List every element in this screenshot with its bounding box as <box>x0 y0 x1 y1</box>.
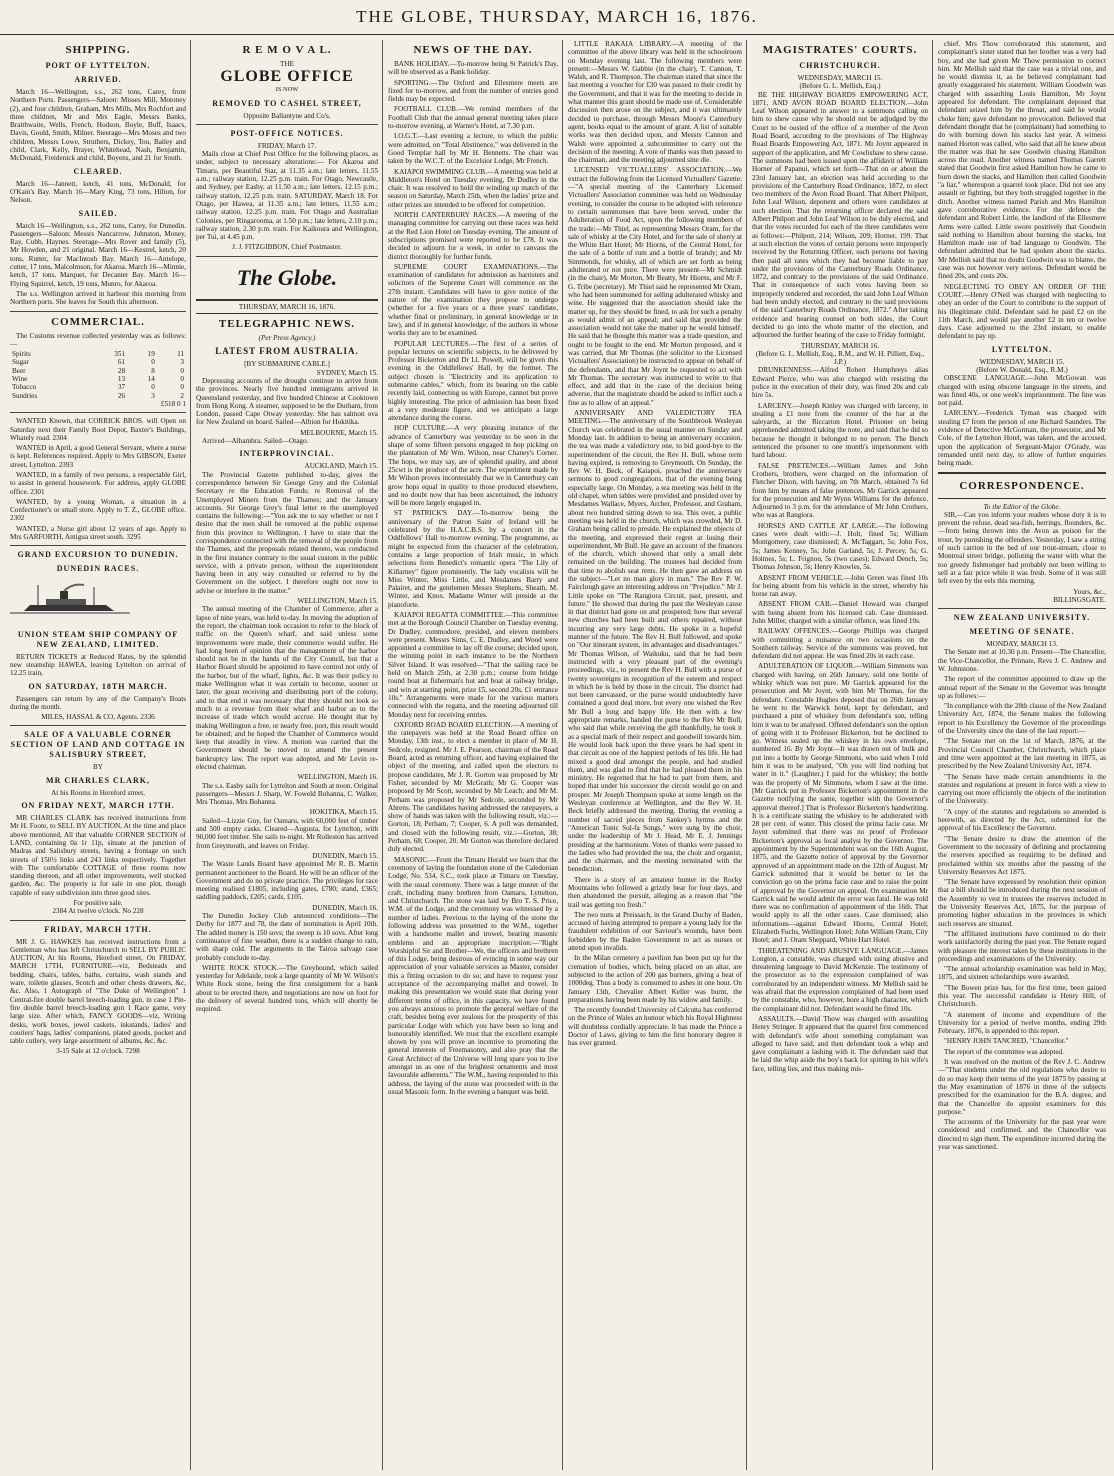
correspondence-heading: CORRESPONDENCE. <box>959 479 1085 492</box>
sale-time: 3-15 Sale at 12 o'clock. 7298 <box>56 1047 140 1056</box>
white-rock-text: WHITE ROCK STOCK.—The Greyhound, which sailed yesterday for Adelaide, took a large quantity of Mr W. Wilson's White Rock stone, being the first consignment for a bank about to be erected there, and negotiations are now on foot for the delivery of several hundred tons, which will shortly be required. <box>196 963 378 1014</box>
column-rule <box>190 40 191 1470</box>
auctioneer-name: MR CHARLES CLARK, <box>46 775 150 785</box>
sale-heading: SALE OF A VALUABLE CORNER SECTION OF LAND AND COTTAGE IN SALISBURY STREET, <box>10 730 186 760</box>
return-note: Passengers can return by any of the Company's Boats during the month. <box>10 694 186 711</box>
courts-heading: MAGISTRATES' COURTS. <box>762 44 918 56</box>
customs-cell: 13 <box>117 375 126 384</box>
senate-paragraph: "The Bowen prize has, for the first time, been gained this year. The successful candidate is Henry Hill, of Christchurch. <box>938 983 1106 1009</box>
press-agency: (Per Press Agency.) <box>258 334 316 343</box>
customs-cell: 3 <box>151 391 155 400</box>
friday-heading: FRIDAY, MARCH 17TH. <box>44 924 152 934</box>
news-paragraph: The two nuns at Preissach, in the Grand Duchy of Baden, accused of having attempted to prepare a young lady for the fraudulent exhibition of our Saviour's wounds, have been forbidden by the Baden Government to act as nurses or attend upon invalids. <box>568 910 742 953</box>
dateline: DUNEDIN, March 15. <box>312 851 378 860</box>
positive-sale: For positive sale. <box>73 899 123 907</box>
customs-cell: 351 <box>114 350 126 359</box>
customs-cell: 28 <box>117 366 126 375</box>
senate-paragraph: The report of the committee was adopted. <box>944 1047 1064 1056</box>
news-paragraph: There is a story of an amateur hunter in the Rocky Mountains who followed a grizzly bear for four days, and then abandoned the pursuit, alleging as a reason that "the trail was getting too fresh." <box>568 875 742 909</box>
court-paragraph: ABSENT FROM VEHICLE.—John Green was fined 10s for being absent from his vehicle in the street, whereby his horse ran away. <box>752 573 928 599</box>
customs-row <box>10 392 186 400</box>
court-paragraph: ADULTERATION OF LIQUOR.—William Simmons was charged with having, on 26th January, sold one bottle of whisky which was not pure. Mr Garrick appeared for the prosecution and Mr Joynt, with him Mr Thomas, for the defendant. Constable Hughes deposed that on 26th January he went to the Warwick hotel, kept by defendant, and purchased a pint of whiskey from defendant's son, telling him it was to be analysed. Offered defendant's son the option of going with it to Professor Bickerton, but he declined to go. Witness sealed up the whiskey in his own envelope, numbered 16. By Mr Joynt—It was drawn out of bulk and put into a bottle by George Simmons, who said when I told him it was to be analysed, "Oh you will find nothing but water in it." (Laughter.) I paid for the whiskey; the bottle was the property of Mr Simmons, whom I saw at the time. [Mr Garrick put in Professor Bickerton's appointment in the Gazette notifying the same, together with the Governor's approval thereof.] That is Professor Bickerton's handwriting. It is a certificate stating the whiskey to be adulterated with 28 per cent. of water. This closed the prima facie case. Mr Joynt submitted that there was no proof of Professor Bickerton's approval as local analyst by the Governor. The appointment by the Superintendent was on the 16th August, 1875, and the Gazette notice of approval by the Governor approved of an appointment made on the 12th of August. Mr Garrick submitted that it would be better to let the conviction go on the prima facie case and to raise the point of approval by the Governor on appeal. On examination Mr Garrick said he would admit the error was fatal. He was told there was no confirmation of appointment of the 16th. That would apply to all the other cases. Case dismissed; also informations—against Edward Hiorns, Central Hotel; Elizabeth Fuchs, Wellington Hotel; John William Oram, City Hotel; and J. Oram Sheppard, White Hart Hotel. <box>752 662 928 945</box>
senate-paragraph: "HENRY JOHN TANCRED, "Chancellor." <box>944 1037 1069 1046</box>
column-notices <box>196 40 378 1470</box>
arrived-heading: ARRIVED. <box>74 75 122 84</box>
commercial-heading: COMMERCIAL. <box>51 315 145 328</box>
university-heading: NEW ZEALAND UNIVERSITY. <box>953 613 1091 623</box>
column-news-cont <box>568 40 742 1470</box>
cable-line: [BY SUBMARINE CABLE.] <box>244 360 330 369</box>
column-courts <box>752 40 928 1470</box>
classified-ad: WANTED, in a family of two persons, a respectable Girl, to assist in general housework. For address, apply GLOBE office. 2301 <box>10 470 186 496</box>
customs-cell: Tobacco <box>12 383 37 392</box>
postmaster: J. J. FITZGIBBON, Chief Postmaster. <box>232 243 342 252</box>
dateline: WELLINGTON, March 16. <box>297 773 378 782</box>
senate-paragraph: The accounts of the University for the past year were considered and confirmed, and the Chancellor was directed to sign them. The expenditure incurred during the year was sanctioned. <box>938 1118 1106 1152</box>
customs-cell: 2 <box>180 391 184 400</box>
races-heading: DUNEDIN RACES. <box>56 564 140 574</box>
opposite-line: Opposite Ballantyne and Co's. <box>243 111 331 120</box>
customs-cell: 0 <box>180 375 184 384</box>
court-paragraph: ABSENT FROM CAB.—Daniel Howard was charged with being absent from his licensed cab. Case dismissed. John Miller, charged with a similar offence, was fined 10s. <box>752 600 928 625</box>
issue-date: THURSDAY, MARCH 16, 1876. <box>196 299 378 314</box>
court-paragraph: NEGLECTING TO OBEY AN ORDER OF THE COURT.—Henry O'Neil was charged with neglecting to obey an order of the Court to contribute to the support of his illegitimate child. Defendant said he paid £2 on the 11th March, and would pay another £2 in ten or twelve days. Case adjourned to the 23rd instant, to enable defendant to pay up. <box>938 282 1106 341</box>
court-paragraph: ASSAULTS.—David Thow was charged with assaulting Henry Stringer. It appeared that the quarrel first commenced with defendant's wife about something complainant was alleged to have said, and then defendant took a whip and gave complainant a lashing with it. The defendant said that he laid the whip aside the boy's back for spitting in his wife's face, telling lies, and thus making mis- <box>752 1014 928 1073</box>
court-before: (Before W. Donald, Esq., R.M.) <box>976 365 1068 374</box>
arrived-text: March 16—Wellington, s.s., 262 tons, Carey, from Northern Ports. Passengers—Saloon: Misses Mill, Motoney (2), and four children, Graham, Mrs Mills, Mrs Rochfort and three children, Mr and Mrs Eagle, Messrs Banks, Braithwaite, Wells, French, Hodson, Boyle, Buff, Isaacs, Davis, Gould, Smith, Milner. Steerage—Mrs Moses and two children, Messrs Lowe, Struthers, Dickey, Tou, Bailey and child, Clark, Kelly, Brayer, Whitehead, Nash, Benjamin, McDonald, Freidenick and child, Boyens, and 21 for South. <box>10 88 186 163</box>
dateline: AUCKLAND, March 15. <box>304 462 378 471</box>
column-rule <box>382 40 383 1470</box>
union-heading: UNION STEAM SHIP COMPANY OF NEW ZEALAND, LIMITED. <box>17 629 179 649</box>
news-paragraph: LICENSED VICTUALLERS' ASSOCIATION.—We extract the following from the Licensed Victuallers' Gazette:—"A special meeting of the Canterbury Licensed Victuallers' Association committee was held on Wednesday evening, to consider the course to be adopted with reference to certain summonses that have been served, under the Adulteration of Food Act, upon the following members of the trade:—Mr Thiel, as representing Messrs Oram, for the sale of whisky at the City Hotel, and for the sale of sherry at the White Hart Hotel; Mr Hiorns, of the Central Hotel, for the sale of a bottle of rum and a bottle of brandy; and Mr Simmonds, for whisky, all of which are set forth as being adulterated or not pure. There were present—Mr Schmidt (in the chair), Mr Morton, Mr Beatty, Mr Hiorns, and Mr F. G. Tribe (secretary). Mr Thiel said he represented Mr Oram, who had been summoned for selling adulterated whisky and wine. He suggested that the association should take the matter up, for they should be fined, to ask for such a penalty as would admit of an appeal; and said that provided the association would not take the matter up he would himself. He said that he thought this matter was a trade question, and ought to be fought to the end. Mr Morton proposed, and it was carried, that Mr Thomas (the solicitor to the Licensed Victuallers' Association) be instructed to appear on behalf of the defendants, and that Mr Joynt be requested to act with Mr Thomas. The secretary was instructed to write to that effect, and add that in the case of the decision being adverse, that the magistrate should be asked to inflict such a fine as to allow of an appeal." <box>568 166 742 407</box>
news-paragraph: ST PATRICK'S DAY.—To-morrow being the anniversary of the Patron Saint of Ireland will be celebrated by the H.A.C.B.S. by a concert in the Oddfellows' Hall to-morrow evening. The programme, as might be expected from the character of the celebration, contains a large proportion of Irish music, in which selections from Benedict's romantic opera "The Lily of Killarney" figure prominently. The lady vocalists will be Miss Winter, Miss Little, and Mesdames Barry and Palairet, and the gentlemen Messrs Stephens, Sheath, M. Winter, and Knox. Madame Winter will preside at the pianoforte. <box>388 509 558 609</box>
customs-row <box>10 358 186 366</box>
customs-row <box>10 383 186 391</box>
wellington2-text: The s.s. Easby sails for Lyttelton and South at noon. Original passengers—Messrs J. Sharp, W. Foweld Bohanna, C. Walker, Mrs Thomas, Mrs Bohanna. <box>196 781 378 807</box>
court-paragraph: chief. Mrs Thow corroborated this statement, and complainant's sister stated that her brother was a very bad boy, and she had given Mr Thow permission to correct him. Mr Mellish said that the case was a trivial one, and he would dismiss it, as he believed complainant had greatly exaggerated his statement. William Goodwin was charged with assaulting Louis Hamilton, Mr Joynt appeared for defendant. The complainant deposed that defendant seized him by the throat, and said he would choke him; gave defendant no provocation. Believed that defendant thought that he (complainant) had something to do with burning down his stacks last year. A witness named Horton was called, who said that all he knew about the matter was that he saw Goodwin chasing Hamilton across the road. Another witness named Thomas Garrett stated that Goodwin first asked Hamilton how he came to burn down the stacks, and Hamilton then called Goodwin "a liar," whereupon a quarrel took place. Did not see any assault or fighting, but they both struggled together in the ditch. Another witness named Parish and Mrs Hamilton gave corroborative evidence. For the defence the defendant and Robert Little, the landlord of the Ellesmere Arms were called. Little swore positively that Goodwin said nothing to Hamilton about burning the stacks, but Hamilton made use of bad language to Goodwin. The defendant admitted that he had spoken about the stacks. Mr Mellish said that no doubt Goodwin was to blame, the case was not however very serious. Defendant would be fined 20s, and costs 20s. <box>938 40 1106 281</box>
customs-row <box>10 375 186 383</box>
lyttelton-heading: LYTTELTON. <box>991 344 1053 354</box>
court-paragraph: BE THE HIGHWAY BOARDS EMPOWERING ACT, 1871, AND AVON ROAD BOARD ELECTION.—John Leaf Wilson appeared in answer to a summons calling on him to shew cause why he should not be adjudged by the Court to be ousted of the office of a member of the Avon Road Board, according to the provisions of The Highway Road Boards Empowering Act, 1871. Mr Joynt appeared in support of the application, and Mr Cowlishaw to shew cause. The summons had been issued upon the affidavit of William Horner of Papanui, which set forth—That on or about the 23rd January last, an election was held according to the provisions of the Canterbury Road Ordinance, 1872, to elect two members of the Avon Road Board. That Albert Philpott, John Leaf Wilson, deponent and others were candidates at such election. That the returning officer declared the said Albert Philpott and John Leaf Wilson to be duly elected, and that the votes recorded for each of the three candidates were as follows:—Philpott, 214; Wilson, 209; Horner, 199. That at such election the votes of certain persons were improperly received by the Returning Officer, such persons not having then paid all rates which they had become liable to pay under the provisions of the Canterbury Roads Ordinance, 1872, and contrary to the provisions of the said Ordinance. That in consequence of such votes having been so improperly tendered and recorded, the said John Leaf Wilson had been unduly elected, and contrary to the said provisions of the said Canterbury Roads Ordinance, 1872." After taking evidence and hearing counsel on both sides, the Court decided to go into the whole matter of the election, and adjourned the further hearing of the case to Friday fortnight. <box>752 90 928 340</box>
court-paragraph: DRUNKENNESS.—Alfred Robert Humphreys alias Edward Pierce, who was also charged with resisting the police in the execution of their duty, was fined 20s and cab hire 5s. <box>752 366 928 400</box>
globe-office: GLOBE OFFICE <box>220 68 354 86</box>
customs-total: £518 0 1 <box>160 399 186 408</box>
customs-table <box>10 350 186 400</box>
dateline: DUNEDIN, March 16. <box>312 903 378 912</box>
column-correspondence <box>938 40 1106 1470</box>
cleared-text: March 16—Jannett, ketch, 41 tons, McDonald, for O'Kain's Bay. March 16—Mary King, 73 tons, Hilton, for Nelson. <box>10 179 186 205</box>
is-now: IS NOW <box>275 86 299 94</box>
news-paragraph: I.O.G.T.—Last evening a lecture, to which the public were admitted, on "Total Abstinence," was delivered in the Good Templar hall by Mr H. Bennetts. The chair was taken by the W.C.T. of the Excelsior Lodge, Mr French. <box>388 132 558 166</box>
news-paragraph: KAIAPOI REGATTA COMMITTEE.—This committee met at the Borough Council Chamber on Tuesday evening. Dr Dudley, commodore, presided, and eleven members were present. Messrs Sims, C. E. Dudley, and Wood were appointed a committee to lay off the course; decided upon, the winning point in each instance to be the Northern Silver Island. It was resolved—"That the sailing race be held on March 25th, at 2.30 p.m.; course from bridge round boat at fisherman's hut and boat at railway bridge, and win at starting point, prize £5, second 20s, £1 entrance 10s." Arrangements were made for the various matters connected with the regatta, and the meeting adjourned till Monday next for receiving entries. <box>388 611 558 719</box>
customs-cell: 61 <box>117 358 126 367</box>
sailed-text: March 16—Wellington, s.s., 262 tons, Carey, for Dunedin. Passengers—Saloon: Messrs Nancarrow, Johnston, Money, Ray, Cubb, Haynes. Steerage—Mrs Rover and family (5), Mr Howden, and 21 original. March 16—Kestrel, ketch, 20 tons, Rutter, for MacIntosh Bay. March 16—Antelope, cutter, 17 tons, Malcolmson, for Akaroa. March 16—Minnie, ketch, 17 tons, Marquet, for Decanter Bay. March 16—Flying Squirrel, ketch, 19 tons, Munro, for Akaroa. <box>10 221 186 288</box>
the-label: THE <box>280 60 294 68</box>
senate-paragraph: "The affiliated institutions have continued to do their work satisfactorily during the past year. The Senate regard with pleasure the interest taken by these institutions in the proceedings and examinations of the University. <box>938 929 1106 963</box>
customs-cell: 3 <box>180 358 184 367</box>
hokitika-text: Sailed—Lizzie Guy, for Oamaru, with 60,000 feet of timber and 500 empty casks. Cleared—Augusta, for Lyttelton, with 90,000 feet timber. She sails to-night. Mr Rolleston has arrived from Greymouth, and leaves on Friday. <box>196 816 378 850</box>
senate-paragraph: The Senate met at 10.30 p.m. Present—The Chancellor, the Vice-Chancellor, the Primate, Revs J. C. Andrew and W. Johnstone. <box>938 648 1106 673</box>
news-paragraph: SPORTING.—The Oxford and Ellesmere meets are fixed for to-morrow, and from the number of entries good fields may be expected. <box>388 78 558 104</box>
rooms-line: At his Rooms in Hereford street, <box>51 788 145 797</box>
court-paragraph: LARCENY.—Frederick Tyman was charged with stealing £7 from the person of one Richard Saunders. The evidence of Detective McGorman, the prosecutor, and Mr Cole, of the Lyttelton Hotel, was taken, and the accused, upon the application of Sergeant-Major O'Grady, was remanded until next day, to allow of further enquiries being made. <box>938 409 1106 468</box>
senate-paragraph: "The Senate have made certain amendments in the statutes and regulations at present in force with a view to carrying out more efficiently the objects of the institution of the University. <box>938 772 1106 806</box>
return-tickets-text: RETURN TICKETS at Reduced Rates, by the splendid new steamship HAWEA, leaving Lyttelton on arrival of 12.25 train, <box>10 652 186 678</box>
senate-paragraph: "The Senate have expressed by resolution their opinion that a bill should be introduced during the next session of the Assembly to vest in trustees the reserves included in the University Reserves Act, 1875, for the purpose of promoting higher education in the provinces in which such reserves are situated. <box>938 878 1106 928</box>
senate-paragraph: "In compliance with the 28th clause of the New Zealand University Act, 1874, the Senate makes the following report to his Excellency the Governor of the proceedings of the University since the date of the last report:— <box>938 702 1106 736</box>
court-paragraph: RAILWAY OFFENCES.—George Phillips was charged with committing a nuisance on two occasions on the Southern railway. Service of the summons was proved, but defendant did not appear. He was fined 20s in each case. <box>752 627 928 661</box>
news-paragraph: In the Milan cemetery a pavilion has been put up for the cremation of bodies, which, being placed on an altar, are subjected to the action of 200 gas burners, giving a heat of 1000deg. Thus a body is consumed to ashes in one hour. On January 13th, Chevalier Albert Keller was burnt, the preparations having been made by his widow and family. <box>568 954 742 1004</box>
news-paragraph: The recently founded University of Calcutta has conferred on the Prince of Wales an honour which his Royal Highness will doubtless cordially appreciate. It has made the Prince a Doctor of Laws, giving to him the first honorary degree it has ever granted. <box>568 1006 742 1048</box>
column-rule <box>746 40 747 1470</box>
customs-cell: Sundries <box>12 391 38 400</box>
customs-cell: Wine <box>12 375 28 384</box>
senate-date: MONDAY, MARCH 13. <box>986 640 1058 649</box>
customs-cell: 14 <box>147 375 155 384</box>
customs-cell: 11 <box>177 350 184 359</box>
friday-next: ON FRIDAY NEXT, MARCH 17TH. <box>21 801 175 811</box>
news-paragraph: SUPREME COURT EXAMINATIONS.—The examination of candidates for admission as barristers and solicitors of the Supreme Court will commence on the 27th instant. Candidates will have to give notice of the nature of the examination they propose to undergo (whether for a five years or a three years' candidate, whether final or preliminary, in general knowledge or in law), and if in general knowledge, of the authors in whose works they are to be examined. <box>388 262 558 338</box>
court-date: WEDNESDAY, MARCH 15. <box>797 74 883 82</box>
dunedin2-text: The Dunedin Jockey Club announced conditions—The Derby for 1877 and 78, the date of nomination is April 10th. The added money is 150 sovs; the sweep is 10 sovs. After long continuance of fine weather, there is a sudden change to rain, with sharp cold. The arguments in the Tairoa salvage case probably conclude to-day. <box>196 912 378 962</box>
telegraphic-heading: TELEGRAPHIC NEWS. <box>218 318 356 331</box>
customs-cell: 19 <box>147 350 155 359</box>
customs-cell: Sugar <box>12 358 29 367</box>
auckland-text: The Provincial Gazette published to-day, gives the correspondence between Sir George Grey and the Colonial Secretary re the Education Funds; re Removal of the Unemployed Miners from the Thames; and the January accounts. Sir George Grey's final letter re the unemployed contains the following:—"You ask me to say whether or not I desire that the men shall be removed at the public expense from this province to Wellington. I have to state that the correspondence connected with the removal of the people from the Thames, and the proposals related thereto, was conducted in the first instance contrary to the usual custom in the public service, with a private person, without the superintendent having been in any way consulted or referred to by the Government on the subject. I therefore ought not now to advise or interfere in the matter." <box>196 470 378 595</box>
interprovincial-heading: INTERPROVINCIAL. <box>239 449 335 459</box>
news-paragraph: KAIAPOI SWIMMING CLUB.—A meeting was held at Middleton's Hotel on Tuesday evening, Dr Dudley in the chair. It was resolved to hold the winding up match of the season on Saturday, March 25th, when the ladies' prize and other prizes are intended to be offered for competition. <box>388 167 558 209</box>
senate-paragraph: It was resolved on the motion of the Rev J. C. Andrew—"That students under the old regulations who desire to do so may keep their terms of the year 1875 by passing at the May examination of 1876 in three of the subjects prescribed for the examination for the B.A. degree, and that the Chancellor do appoint examiners for this purpose." <box>938 1058 1106 1116</box>
customs-cell: Spirits <box>12 350 31 359</box>
column-rule <box>932 40 933 1470</box>
sale-text: MR CHARLES CLARK has received instructions from Mr H. Foote, to SELL BY AUCTION, At the time and place above mentioned, All that valuable CORNER SECTION of LAND, containing 0a 1r 11p, situate at the junction of Madras and Salisbury streets, having a frontage on such streets of 150½ links and 243 links respectively. Together with The comfortable COTTAGE of three rooms now standing thereon, and all other improvements, well stocked garden, &c. The property is for sale in one plot, though capable of easy subdivision into three good sites. <box>10 814 186 897</box>
news-paragraph: MASONIC.—From the Timaru Herald we learn that the ceremony of laying the foundation stone of the Caledonian Lodge, No. 534, S.C., took place at Timaru on Tuesday, with the usual ceremony. There was a large muster of the craft, including many brethren from Oamaru, Lyttelton, and Christchurch. The stone was laid by Bro T. S. Price, W.M. of the Lodge, and the ceremony was witnessed by a number of ladies. Previous to the laying of the stone the following address was presented to the W.M., together with a handsome mallet and trowel, bearing masonic emblems and an appropriate inscription:—"Right Worshipful Sir and Brother—We, the officers and brethren of this Lodge, being desirous of evincing in some way our appreciation of your valuable services as Master, consider this a fitting occasion to do so; and have to request your acceptance of the accompanying mallet and trowel. In making this presentation we would state that during your different terms of office, in this capacity, we have found you always anxious to promote the general welfare of the craft, besides being ever zealous for the prosperity of this particular Lodge with which you have been so long and honourably identified. We trust that the excellent example shown by you will prove an incentive to promoting the general interests of Freemasonry, and also pray that the Great Architect of the Universe will long spare you to live amongst us as one of the brightest ornaments and most favourable adherents." The W.M., having responded to this address, the laying of the stone was proceeded with in the usual Masonic form. In the evening a banquet was held. <box>388 855 558 1096</box>
removal-heading: R E M O V A L. <box>242 44 332 56</box>
senate-paragraph: The report of the committee appointed to draw up the annual report of the Senate to the Governor was brought up as follows:— <box>938 675 1106 700</box>
dateline: HOKITIKA, March 15. <box>309 808 378 817</box>
news-paragraph: BANK HOLIDAY.—To-morrow being St Patrick's Day, will be observed as a Bank holiday. <box>388 60 558 77</box>
customs-cell: 37 <box>117 383 126 392</box>
agents: MILES, HASSAL & CO, Agents. 2336 <box>41 713 155 722</box>
court-date: THURSDAY, MARCH 16. <box>800 341 880 350</box>
senate-paragraph: "The Senate desire to draw the attention of the Government to the necessity of defining and proclaiming the reserves specified as requiring to be defined and proclaimed within six months after the passing of the University Reserves Act 1875. <box>938 834 1106 876</box>
steamship-illustration <box>10 581 130 619</box>
commercial-intro: The Customs revenue collected yesterday was as follows:— <box>10 331 186 348</box>
latest-heading: LATEST FROM AUSTRALIA. <box>215 346 359 357</box>
dateline: SYDNEY, March 15. <box>316 368 378 377</box>
twelve-oclock: 2384 At twelve o'clock. No 228 <box>52 907 144 916</box>
classified-ad: WANTED Known, that CORRICK BROS. will Open on Saturday next their Family Boot Depot, Baxter's Buildings, Whately road. 2304 <box>10 417 186 442</box>
news-paragraph: NORTH CANTERBURY RACES.—A meeting of the managing committee for carrying out these races was held at the Red Lion Hotel on Tuesday evening. The amount of subscriptions promised were reported to be £78. It was decided to adjourn for a week, in order to canvass the district thoroughly for further funds. <box>388 211 558 261</box>
port-heading: PORT OF LYTTELTON. <box>45 61 151 70</box>
hawkes-text: MR J. G. HAWKES has received instructions from a Gentleman who has left Christchurch to SELL BY PUBLIC AUCTION, At his Rooms, Hereford street, On FRIDAY, MARCH 17TH, FURNITURE—viz, Bedsteads and bedding, chairs, tables, baths, curtains, wash stands and ware, toilette glasses, Scotch and other chests drawers, &c, &c. Also, 1 Autograph of "The Duke of Wellington" 1 Central-fire double barrel breech-loading gun, in case 1 Pin-fire double barrel breech-loading gun 1 Race game, very large size. After which, FANCY GOODS—viz, Writing desks, work boxes, jewel caskets, inkstands, ladies' and couriers' bags, ladies' companions, plated goods, pocket and table cutlery, very large assortment of albums, &c, &c. <box>10 937 186 1046</box>
customs-row <box>10 367 186 375</box>
shipping-note: The s.s. Wellington arrived in harbour this morning from Northern ports. She leaves for South this afternoon. <box>10 289 186 307</box>
senate-heading: MEETING OF SENATE. <box>969 627 1075 637</box>
senate-paragraph: "The Senate met on the 1st of March, 1876, at the Provincial Council Chamber, Christchurch, which place and time were appointed at the last meeting in 1875, as prescribed by the New Zealand University Act, 1874. <box>938 737 1106 771</box>
senate-paragraph: "The annual scholarship examination was held in May, 1875, and sixteen scholarships were awarded. <box>938 965 1106 982</box>
removed-line: REMOVED TO CASHEL STREET, <box>212 98 362 108</box>
news-paragraph: FOOTBALL CLUB.—We remind members of the Football Club that the annual general meeting takes place to-morrow evening, at Warner's Hotel, at 7.30 p.m. <box>388 105 558 131</box>
news-paragraph: POPULAR LECTURES.—The first of a series of popular lectures on scientific subjects, to be delivered by Professor Bickerton and Dr Ll. Powell, will be given this evening in the Oddfellows' Hall, by the former. The subject chosen is "Electricity and its application to submarine cables," which, from its bearing on the cable recently laid, connecting us with Europe, cannot but prove highly interesting. The price of admission has been fixed at a very moderate figure, and we anticipate a large attendance during the course. <box>388 339 558 423</box>
senate-paragraph: "A statement of income and expenditure of the University for a period of twelve months, ending 29th February, 1876, is appended to this report. <box>938 1010 1106 1036</box>
cleared-heading: CLEARED. <box>73 166 123 176</box>
classified-ad: WANTED, by a young Woman, a situation in a Confectioner's or small store. Apply to T. Z., GLOBE office. 2302 <box>10 497 186 523</box>
customs-cell: 0 <box>180 366 184 375</box>
customs-cell: 0 <box>180 383 184 392</box>
wellington-text: The annual meeting of the Chamber of Commerce, after a lapse of nine years, was held to-day. In moving the adoption of the report, the chairman took occasion to refer to the block of traffic on the Queen's wharf, and said unless some improvements were made, their commerce would suffer. He had long been of opinion that the management of the harbor should not be in the hands of the City Council, but that a Harbor Board should be appointed to have control not only of the harbor, but of the wharf, lights, &c. It was their policy to make Wellington what it was certain to become, sooner or later, the great receiving and distributing port of the colony, and to that end it was necessary that they should not look so much to a revenue from their wharf and harbor as to the increase of trade which would accrue. He thought that by making Wellington a free, or nearly free, port, this result would be obtained; and he hoped the Chamber of Commerce would keep that steadily in view. A motion was carried that the Government should be moved to amend the present bankruptcy law. The report was adopted, and Mr Levin re-elected chairman. <box>196 605 378 771</box>
christchurch-heading: CHRISTCHURCH. <box>799 61 881 70</box>
news-paragraph: HOP CULTURE.—A very pleasing instance of the advance of Canterbury was yesterday to be seen in the shape of some fifteen persons engaged in hop picking on the plantation of Mr Wm. Wilson, near Chaney's Corner. The hops, we may say, are of splendid quality, and about 25cwt is the produce of the acre. The experiment made by Mr Wilson proves incontestably that we in Canterbury can grow hops equal in quality to those produced elsewhere, and no doubt now that has been ascertained, the industry will be more largely engaged in. <box>388 424 558 508</box>
shipping-heading: SHIPPING. <box>65 44 131 56</box>
court-paragraph: LARCENY.—Joseph Kinley was charged with larceny, in stealing a £1 note from the counter of the bar at the saleyards, at the Riccarton Hotel. Prisoner on being apprehended admitted taking the note, and said that he did so because he thought it belonged to no person. The Bench sentenced the prisoner to one month's imprisonment with hard labour. <box>752 401 928 460</box>
news-heading: NEWS OF THE DAY. <box>413 44 533 56</box>
melbourne-text: Arrived—Alhambra. Sailed—Otago. <box>202 437 309 446</box>
masthead: THE GLOBE, THURSDAY, MARCH 16, 1876. <box>0 0 1114 35</box>
senate-paragraph: "A copy of the statutes and regulations so amended is herewith, as directed by the Act, submitted for the approval of his Excellency the Governor. <box>938 807 1106 833</box>
court-paragraph: HORSES AND CATTLE AT LARGE.—The following cases were dealt with:—J. Holt, fined 5s; William Montgomery, case dismissed; A. McTaggart, 5s; John Fox, 5s; James Kenney, 5s; John Garland, 5s; J. Percey, 5s; G. Holmes, 5s; L. Frignou, 5s (two cases); Edward Dench, 5s; Thomas Johnson, 5s; Henry Knowles, 5s. <box>752 521 928 572</box>
by-label: BY <box>93 763 103 772</box>
column-news <box>388 40 558 1470</box>
court-paragraph: THREATENING AND ABUSIVE LANGUAGE.—James Longton, a constable, was charged with using abusive and threatening language to David McKenzie. The testimony of the prosecutor as to the expression complained of was corroborated by an independent witness. Mr Mellish said he was afraid that the expression complained of had been used by the constable, who, however, bore a high character, which the complainant did not. Defendant would be fined 10s. <box>752 946 928 1013</box>
news-paragraph: LITTLE RAKAIA LIBRARY.—A meeting of the committee of the above library was held in the schoolroom on Monday evening last. The following members were present:—Messrs W. Gabbie (in the chair), T. Cannon, T. Walsh, and R. Thompson. The chairman stated that since the last meeting a voucher for £30 was passed to their credit by the Government, and that it was for the meeting to decide in what manner this grant should be made use of. Considerable discussion then arose on the subject, and it was ultimately decided to purchase, through Messrs Moore's Canterbury agent, books equal to the amount of grant. A list of suitable works was then decided upon, and Messrs Cannon and Walsh were appointed a subcommittee to carry out the decision of the meeting. A vote of thanks was then passed to the chairman, and the meeting adjourned sine die. <box>568 40 742 165</box>
court-paragraph: FALSE PRETENCES.—William James and John Crothers, brothers, were charged on the information of Fletcher Dixon, with having, on 7th March, obtained 7s 6d from him by means of false pretences. Mr Garrick appeared for the prosecution and Mr Wynn Williams for the defence. Adjourned to 3 p.m. for the attendance of Mr John Crothers, who was at Rangiora. <box>752 461 928 520</box>
signature: BILLINGSGATE. <box>1053 595 1106 604</box>
column-rule <box>562 40 563 1470</box>
classified-ad: WANTED in April, a good General Servant, where a nurse is kept. References required. Apply to Mrs GIBSON, Exeter street, Lyttelton. 2393 <box>10 444 186 469</box>
customs-cell: 0 <box>151 358 155 367</box>
court-paragraph: OBSCENE LANGUAGE.—John McGowan was charged with using obscene language in the streets, and was fined 40s, or one week's imprisonment. The fine was not paid. <box>938 374 1106 408</box>
news-paragraph: OXFORD ROAD BOARD ELECTION.—A meeting of the ratepayers was held at the Road Board office on Monday, 13th inst., to elect a member in place of Mr H. Sedcole, resigned. Mr J. E. Pearson, chairman of the Road Board, acted as returning officer, and having explained the object of the meeting, and called upon the electors to propose candidates, Mr J. R. Gorton was proposed by Mr Fisher, seconded by Mr McGrath; Mr G. Cooper was proposed by Mr Scott, seconded by Mr Leach; and Mr M. Perham was proposed by Mr Sedcole, seconded by Mr Ahrens. The candidates having addressed the ratepayers, a show of hands was taken with the following result, viz.:—Gorton, 18; Perham, 7; Cooper, 6. A poll was demanded, and closed with the following result, viz.:—Gorton, 38; Perham, 68; Cooper, 20. Mr Gorton was therefore declared duly elected. <box>388 720 558 854</box>
dunedin-text: The Waste Lands Board have appointed Mr R. B. Martin permanent auctioneer to the Board. He will be an officer of the Government and do no private practice. The privileges for race meeting realised £1805, including gates, £780; stand, £365; saddling paddock, £205; cards, £105. <box>196 860 378 902</box>
customs-cell: Beer <box>12 366 26 375</box>
post-text: Mails close at Chief Post Office for the following places, as under, subject to necessary alterations:— For Akaroa and Timaru, per Beautiful Star, at 11.35 a.m.; late letters, 11.55 a.m.; railway station, 12.25 p.m. train. For Otago, Newcastle, and Sydney, per Easby, at 11.50 a.m.; late letters, 12.15 p.m.; railway station, 12.25 p.m. train. SATURDAY, March 18. For Otago, per Hawea, at 11.35 a.m.; late letters, 11.55 a.m.; railway station, 12.25 p.m. train. For Otago and Australian Colonies, per Ringarooma, at 1.50 p.m.; late letters, 2.10 p.m.; railway station, 2.30 p.m. train. For Kaikoura and Wellington, per Tui, at 4.45 p.m. <box>196 150 378 242</box>
customs-cell: 8 <box>151 366 155 375</box>
sydney-text: Depressing accounts of the drought continue to arrive from the provinces. Nearly five hundred immigrants arrived in Queensland yesterday, and five hundred Chinese at Cooktown from Hong Kong. A steamer, supposed to be the Durham, from London, passed Cape Otway yesterday. She has salmon ova for New Zealand on board. Sailed—Albion for Hokitika. <box>196 376 378 427</box>
customs-row <box>10 350 186 358</box>
post-date: FRIDAY, March 17. <box>257 141 317 150</box>
yours-line: Yours, &c., <box>1073 587 1106 596</box>
customs-cell: 26 <box>117 391 126 400</box>
post-office-heading: POST-OFFICE NOTICES. <box>230 128 344 138</box>
news-paragraph: ANNIVERSARY AND VALEDICTORY TEA MEETING.—The anniversary of the Southbrook Wesleyan Church was celebrated in the usual manner on Sunday and Monday last. In addition to being an anniversary occasion, the tea was made a valedictory one, to bid good-bye to the superintendent of the circuit, the Rev H. Bull, whose term having expired, is removing to Greymouth. On Sunday, the Rev W. H. Beck, of Kaiapoi, preached the anniversary sermons to good congregations, that of the evening being especially large. On Monday, a tea meeting was held in the old chapel, when tables were provided and presided over by Mesdames Wallace, Myers, Archer, Professor, and Graham, about two hundred sitting down to tea. This over, a public meeting was held in the church, which was crowded, Mr D. Graham being called to preside. He explained the objects of the meeting, and expressed their regret at losing their superintendent, Mr Bull. He gave an account of the finances of the church, which showed that only a small debt remained on the building. The trustees had decided from that time to abolish seat rents. He then gave an address on the subject—"Let no man glory in man." The Rev P. W. Fairclough gave an interesting address on "Prejudice." Mr J. Little spoke on "The Rangiora Circuit, past, present, and future." He showed that during the past the Wesleyan cause in that district had gone on and prospered; how that several new churches had been built and others repaired, without incurring any very large debts. He spoke in a hopeful manner of the future. The Rev H. Bull followed, and spoke on "Our itinerant system, its advantages and disadvantages." Mr Thomas Wilson, of Waikuku, said that he had been instructed with a very pleasant part of the evening's proceedings, viz., to present the Rev H. Bull with a purse of twenty sovereigns in recognition of the esteem and respect in which he is held by those in the circuit. The district had not been canvassed, or the purse would undoubtedly have contained a good deal more, but every one wished the Rev Mr Bull a long and happy life. He then with a few appropriate remarks, handed the purse to the Rev Mr Bull, who said that while receiving the gift thankfully, he took it as a special mark of their respect and goodwill towards him. He would look back upon the three years he had spent in that circuit as one of the happiest periods of his life. He had mixed a good deal amongst the people, and had studied them, and was glad to find that he had pleased them in his ministry. He regretted that he had to part from them, and hoped that under his successor the circuit would go on and prosper. Mr Joseph Thompson spoke at some length on the Wesleyan conference at Wellington, and the Rev W. H. Beck briefly addressed the meeting. During the evening a number of sacred pieces from Sankey's hymns and the "American Tonic Sol-fa Songs," were sung by the choir, under the leadership of Mr J. Head, Mr E. J. Jennings presiding at the harmonium. Votes of thanks were passed to the ladies who had provided the tea, the choir and organist, and the chairman, and the meeting terminated with the benediction. <box>568 409 742 874</box>
editor-line: To the Editor of the Globe. <box>983 502 1061 511</box>
dateline: WELLINGTON, March 15. <box>297 597 378 606</box>
court-before: (Before G. L. Mellish, Esq.) <box>799 82 881 91</box>
dateline: MELBOURNE, March 15. <box>300 428 378 437</box>
court-date: WEDNESDAY, MARCH 15. <box>979 357 1065 366</box>
customs-cell: 0 <box>151 383 155 392</box>
globe-nameplate: The Globe. <box>236 264 338 290</box>
letter-text: SIR,—Can you inform your readers whose duty it is to prevent the refuse, dead sea-fish, herrings, flounders, &c.—from being thrown into the Avon as poison for the trout, by punishing the offenders. Yesterday, I saw a string of such carrion in the bed of our trout-stream, close to Montreal street bridge, polluting the water with what the too greedy fishmonger had probably not been willing to sell at a fair price while it was fresh. Some of it was still left even by the eels this morning. <box>938 510 1106 586</box>
court-before: (Before G. L. Mellish, Esq., R.M., and W. H. Pilliett, Esq., J.P.) <box>755 349 925 367</box>
column-shipping <box>10 40 186 1470</box>
saturday-heading: ON SATURDAY, 18TH MARCH. <box>28 681 168 691</box>
classified-ad: WANTED, a Nurse girl about 12 years of age. Apply to Mrs GARFORTH, Antigua street south. 3295 <box>10 524 186 542</box>
excursion-heading: GRAND EXCURSION TO DUNEDIN. <box>17 550 179 560</box>
sailed-heading: SAILED. <box>78 208 118 218</box>
